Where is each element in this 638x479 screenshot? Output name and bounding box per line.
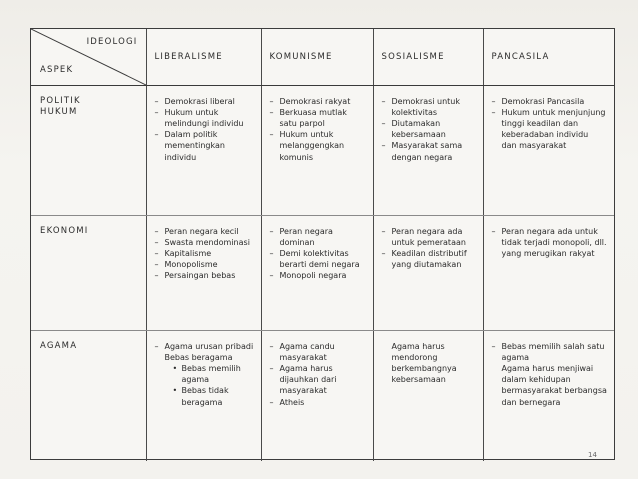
list-item: – Demokrasi liberal: [155, 96, 255, 107]
list-item: – Dalam politik mementingkan individu: [155, 129, 255, 163]
aspect-label: HUKUM: [40, 107, 78, 117]
table-row-agama: [31, 330, 614, 461]
cell-agama-komunisme: [261, 330, 373, 461]
list-item: dan masyarakat: [501, 141, 567, 151]
list-item: – Swasta mendominasi: [155, 237, 255, 248]
list-item: Agama harus mendorong berkembangnya kebersamaan: [391, 341, 457, 385]
cell-ekonomi-sosialisme: [373, 215, 483, 330]
cell-agama-pancasila: [483, 330, 614, 461]
table: [31, 29, 614, 461]
page-number: 14: [588, 451, 597, 459]
list-item: – Agama harus dijauhkan dari masyarakat: [270, 363, 367, 397]
list-item: – Monopoli negara: [270, 270, 367, 281]
cell-ekonomi-liberalisme: [146, 215, 261, 330]
list-item: – Demokrasi rakyat: [270, 96, 367, 107]
sub-list-item: • Bebas memilih agama: [173, 363, 255, 385]
table-row-politik-hukum: [31, 85, 614, 215]
list-item-label: Bebas beragama: [164, 352, 233, 362]
list-item: – Atheis: [270, 397, 367, 408]
list-item: – Peran negara ada untuk tidak terjadi monopoli, dll. yang merugikan rakyat: [492, 226, 609, 260]
list-item: – Kapitalisme: [155, 248, 255, 259]
column-header-liberalisme: LIBERALISME: [146, 29, 261, 85]
cell-politik-komunisme: [261, 85, 373, 215]
list-item: – Peran negara kecil: [155, 226, 255, 237]
aspect-label: POLITIK: [40, 95, 81, 106]
aspect-cell-ekonomi: [31, 215, 146, 330]
header-row: [31, 29, 614, 85]
list-item: – Agama candu masyarakat: [270, 341, 367, 363]
column-header-sosialisme: SOSIALISME: [373, 29, 483, 85]
list-item: – Diutamakan kebersamaan: [382, 118, 477, 140]
list-item: – Demokrasi untuk kolektivitas: [382, 96, 477, 118]
corner-header-cell: [31, 29, 146, 85]
table-row-ekonomi: [31, 215, 614, 330]
ideologi-label: IDEOLOGI: [86, 37, 138, 47]
cell-politik-pancasila: [483, 85, 614, 215]
list-item: – Keadilan distributif yang diutamakan: [382, 248, 477, 270]
list-item: – Bebas memilih salah satu agama: [492, 341, 609, 363]
column-header-pancasila: PANCASILA: [483, 29, 614, 85]
aspect-label: AGAMA: [40, 340, 78, 351]
cell-ekonomi-pancasila: [483, 215, 614, 330]
cell-ekonomi-komunisme: [261, 215, 373, 330]
list-item: – Hukum untuk melindungi individu: [155, 107, 255, 129]
aspect-label: EKONOMI: [40, 225, 89, 236]
sub-list-item: • Bebas tidak beragama: [173, 385, 255, 407]
list-item: [155, 352, 255, 408]
list-item: – Agama urusan pribadi: [155, 341, 255, 352]
list-item: – Masyarakat sama dengan negara: [382, 140, 477, 162]
aspect-cell-politik-hukum: [31, 85, 146, 215]
list-item: – Monopolisme: [155, 259, 255, 270]
ideology-comparison-table: [30, 28, 615, 460]
list-item: Agama harus menjiwai dalam kehidupan bermasyarakat berbangsa dan bernegara: [501, 363, 607, 407]
list-item: – Persaingan bebas: [155, 270, 255, 281]
list-item: – Berkuasa mutlak satu parpol: [270, 107, 367, 129]
cell-agama-sosialisme: [373, 330, 483, 461]
list-item: – Demokrasi Pancasila: [492, 96, 609, 107]
aspek-label: ASPEK: [40, 64, 74, 75]
cell-agama-liberalisme: [146, 330, 261, 461]
cell-politik-sosialisme: [373, 85, 483, 215]
list-item: – Demi kolektivitas berarti demi negara: [270, 248, 367, 270]
list-item: – Hukum untuk melanggengkan komunis: [270, 129, 367, 163]
cell-politik-liberalisme: [146, 85, 261, 215]
list-item: – Peran negara ada untuk pemerataan: [382, 226, 477, 248]
aspect-cell-agama: [31, 330, 146, 461]
list-item: – Peran negara dominan: [270, 226, 367, 248]
list-item: – Hukum untuk menjunjung tinggi keadilan dan keberadaban individu: [492, 107, 609, 141]
column-header-komunisme: KOMUNISME: [261, 29, 373, 85]
